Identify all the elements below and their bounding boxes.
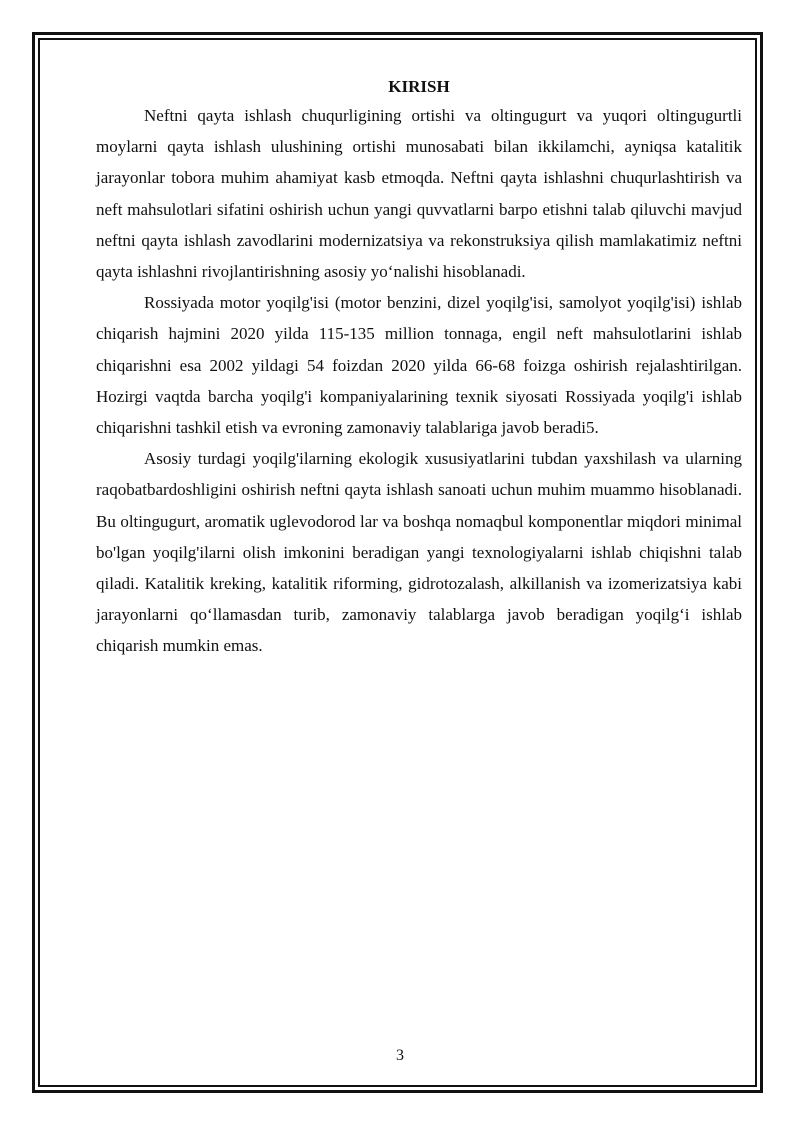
paragraph-3: Asosiy turdagi yoqilg'ilarning ekologik xususiyatlarini tubdan yaxshilash va ularning raqobatbardoshligini oshirish neftni qayta ishlash sanoati uchun muhim muammo hisoblanadi. Bu oltingugurt, aromatik uglevodorod lar va boshqa nomaqbul komponentlar miqdori minimal bo'lgan yoqilg'ilarni olish imkonini beradigan yangi texnologiyalarni ishlab chiqishni talab qiladi. Katalitik kreking, katalitik riforming, gidrotozalash, alkillanish va izomerizatsiya kabi jarayonlarni qoʻllamasdan turib, zamonaviy talablarga javob beradigan yoqilgʻi ishlab chiqarish mumkin emas. <box>96 449 742 656</box>
paragraph-1: Neftni qayta ishlash chuqurligining ortishi va oltingugurt va yuqori oltingugurtli moylarni qayta ishlash ulushining ortishi munosabati bilan ikkilamchi, ayniqsa katalitik jarayonlar tobora muhim ahamiyat kasb etmoqda. Neftni qayta ishlashni chuqurlashtirish va neft mahsulotlari sifatini oshirish uchun yangi quvvatlarni barpo etishni talab qiluvchi mavjud neftni qayta ishlash zavodlarini modernizatsiya va rekonstruksiya qilish mamlakatimiz neftni qayta ishlashni rivojlantirishning asosiy yoʻnalishi hisoblanadi. <box>96 106 742 282</box>
page-number: 3 <box>396 1047 404 1064</box>
section-title: KIRISH <box>388 77 450 96</box>
document-body <box>96 74 742 662</box>
paragraph-2: Rossiyada motor yoqilg'isi (motor benzini, dizel yoqilg'isi, samolyot yoqilg'isi) ishlab chiqarish hajmini 2020 yilda 115-135 million tonnaga, engil neft mahsulotlarini ishlab chiqarishni esa 2002 yildagi 54 foizdan 2020 yilda 66-68 foizga oshirish rejalashtirilgan. Hozirgi vaqtda barcha yoqilg'i kompaniyalarining texnik siyosati Rossiyada yoqilg'i ishlab chiqarishni tashkil etish va evroning zamonaviy talablariga javob beradi5. <box>96 293 742 438</box>
